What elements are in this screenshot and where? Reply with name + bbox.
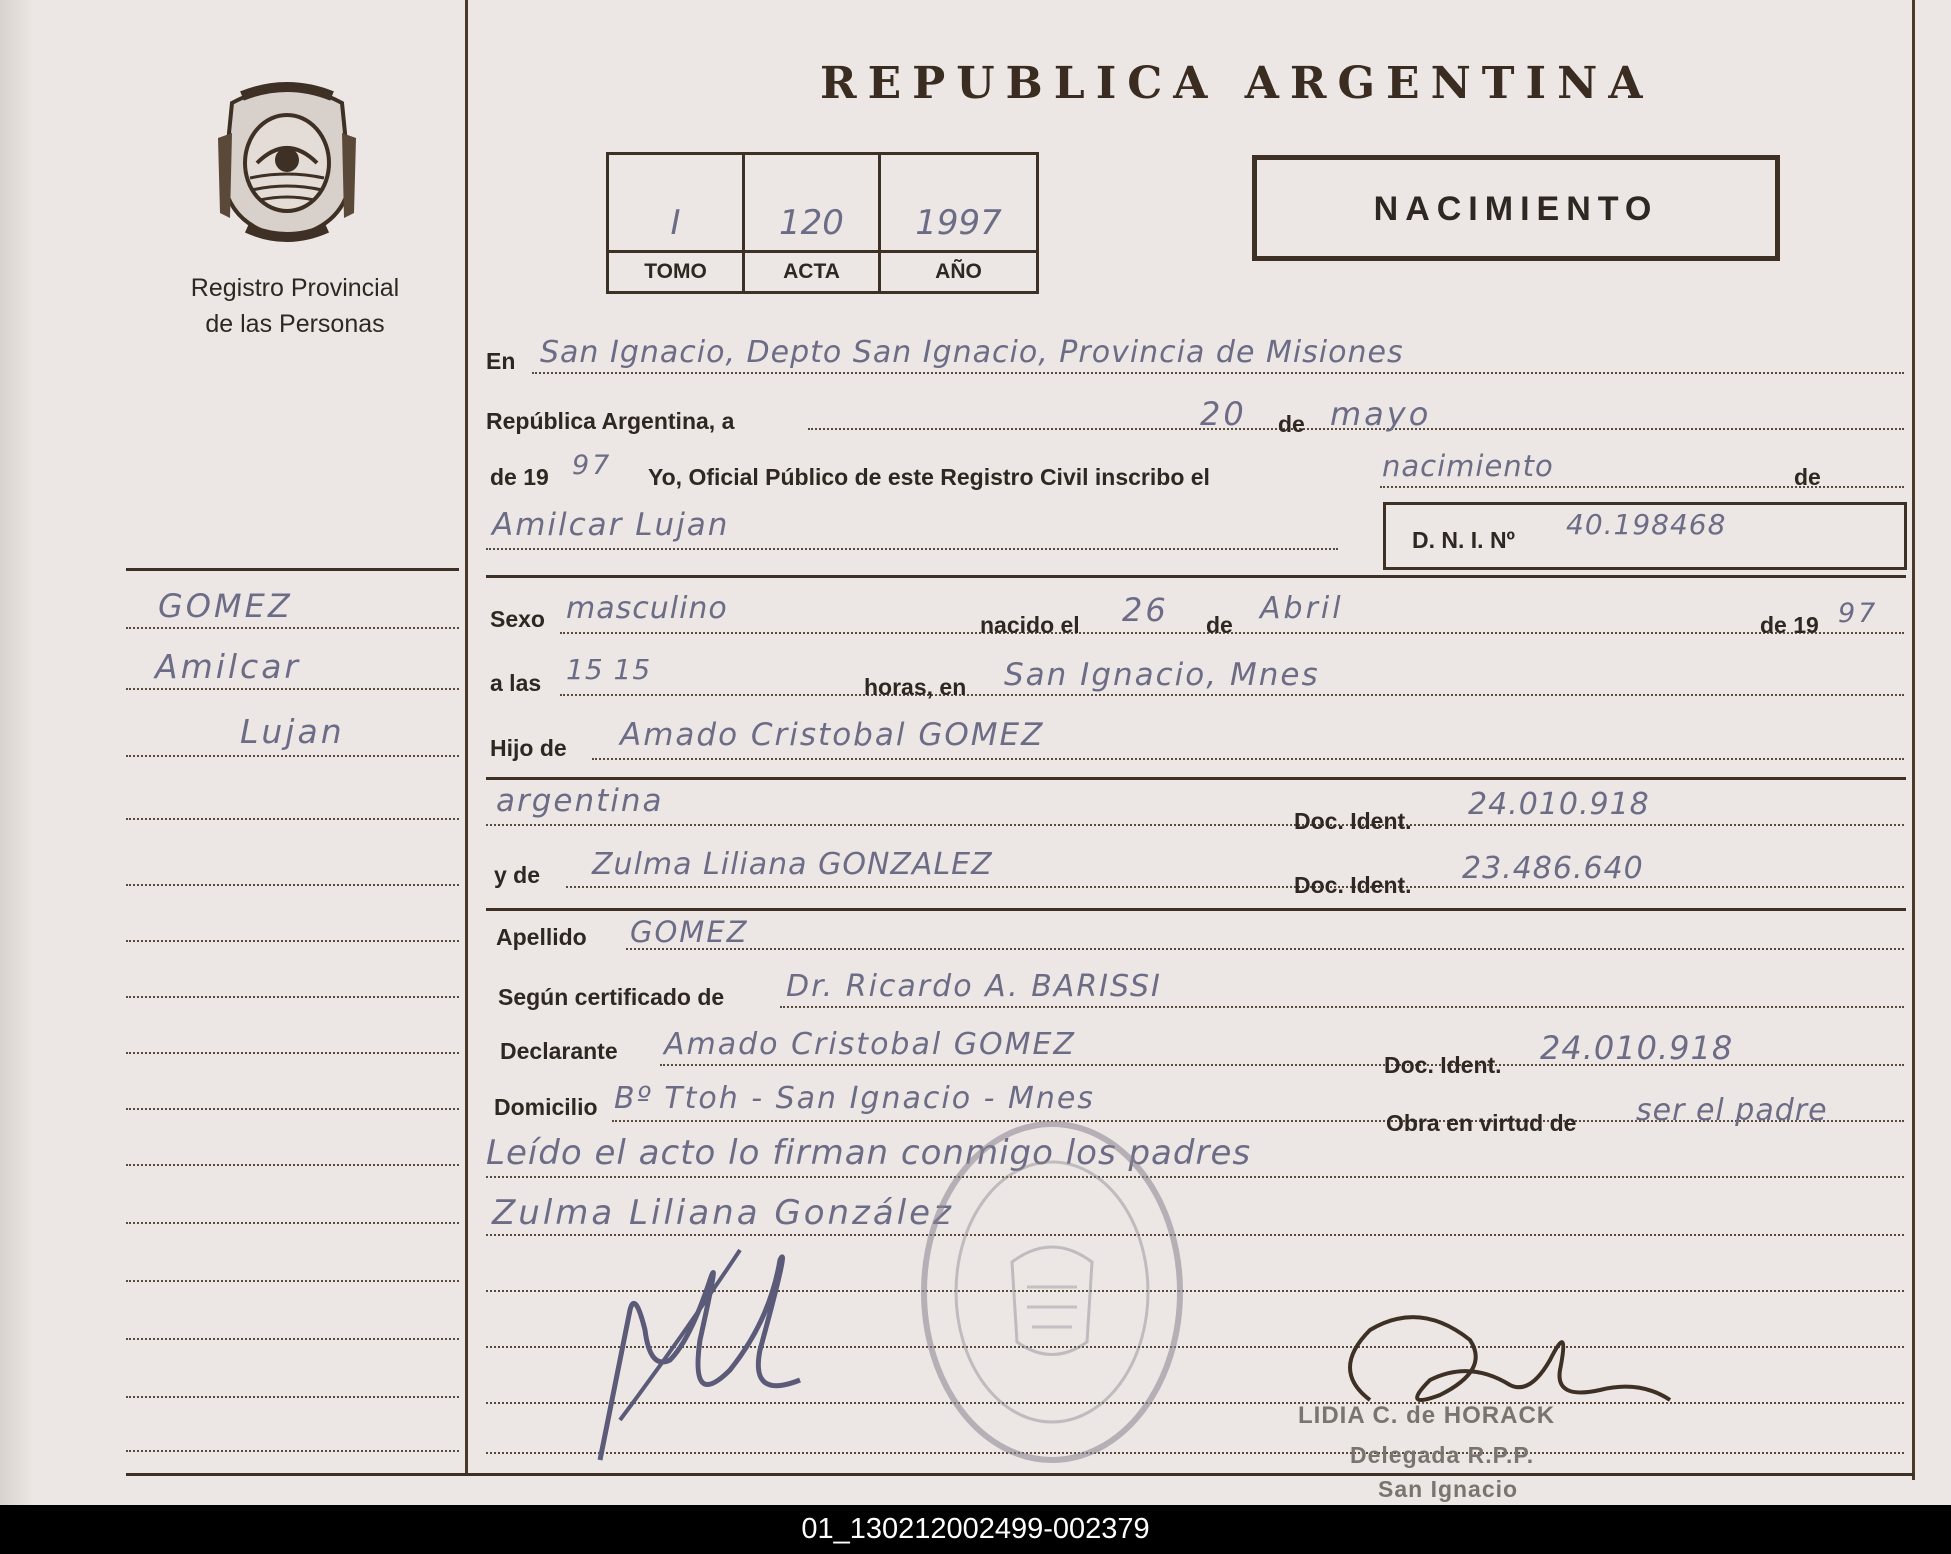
document-type-label: NACIMIENTO [1373,190,1659,228]
margin-note-surname: GOMEZ [158,587,293,625]
mother-doc-value: 23.486.640 [1462,851,1644,886]
sexo-label: Sexo [490,606,545,632]
bottom-border [126,1473,1914,1476]
stamp-role: Delegada R.P.P. [1350,1442,1535,1468]
margin-note-first-name: Amilcar [155,647,301,686]
declarante-value: Amado Cristobal GOMEZ [664,1027,1076,1062]
registry-name-line2: de las Personas [205,310,385,338]
margin-line [126,1280,459,1282]
father-nat-line [486,824,1904,826]
alas-label: a las [490,670,542,696]
stamp-place: San Ignacio [1378,1476,1519,1502]
remarks-line-2: Zulma Liliana González [492,1193,954,1233]
horas-label: horas, en [864,674,967,700]
row-rule [486,777,1906,780]
act-line [1380,486,1904,488]
margin-line [126,818,459,820]
page-margin [0,0,34,1505]
act-value: nacimiento [1382,449,1554,483]
anio-cell [881,155,1036,291]
registry-number-box [606,152,1039,294]
margin-line [126,755,459,757]
place-value: San Ignacio, Depto San Ignacio, Provincia de Misiones [540,335,1404,370]
father-value: Amado Cristobal GOMEZ [620,717,1045,753]
image-caption: 01_130212002499-002379 [0,1505,1951,1554]
declarante-doc-value: 24.010.918 [1540,1029,1734,1067]
signature-left-icon [560,1220,860,1470]
document-type-box [1252,155,1780,261]
margin-line [126,1108,459,1110]
domicilio-value: Bº Ttoh - San Ignacio - Mnes [614,1081,1095,1116]
dni-label: D. N. I. Nº [1412,527,1515,553]
mother-value: Zulma Liliana GONZALEZ [592,847,993,882]
acta-value: 120 [779,203,844,243]
anio-label: AÑO [881,250,1036,291]
obra-label: Obra en virtud de [1386,1110,1577,1136]
republica-label: República Argentina, a [486,408,735,434]
segun-label: Según certificado de [498,984,725,1010]
remarks-line-1: Leído el acto lo firman conmigo los padres [486,1133,1252,1173]
margin-line [126,996,459,998]
domicilio-label: Domicilio [494,1094,598,1120]
margin-line [126,1450,459,1452]
person-line [486,548,1338,550]
registry-name [130,270,460,342]
birth-month-value: Abril [1260,591,1344,626]
acta-cell [745,155,881,291]
hijo-label: Hijo de [490,735,567,761]
margin-line [126,1338,459,1340]
remarks-line [486,1176,1904,1178]
left-column-divider [465,0,468,1475]
tomo-label: TOMO [609,250,742,291]
margin-line [126,1052,459,1054]
day-value: 20 [1200,395,1247,433]
provincial-seal-icon [212,78,362,243]
birth-year-value: 97 [1838,598,1879,629]
doc-ident-label-3: Doc. Ident. [1384,1052,1502,1078]
margin-line [126,940,459,942]
place-line [532,372,1904,374]
margin-note-second-name: Lujan [240,712,345,751]
official-round-seal-icon [912,1112,1192,1472]
stamp-name: LIDIA C. de HORACK [1298,1402,1556,1429]
de-label-2: de [1794,464,1821,490]
declarante-label: Declarante [500,1038,618,1064]
hour-value: 15 15 [566,653,652,686]
father-doc-value: 24.010.918 [1468,787,1650,822]
margin-line [126,884,459,886]
nacido-label: nacido el [980,612,1080,638]
dni-box [1383,502,1907,570]
yde-label: y de [494,862,541,888]
en-label: En [486,348,516,374]
margin-line [126,1222,459,1224]
apellido-label: Apellido [496,924,587,950]
birth-place-value: San Ignacio, Mnes [1004,657,1320,693]
birth-day-value: 26 [1122,591,1169,629]
tomo-value: I [670,203,681,243]
anio-value: 1997 [915,203,1002,243]
de-label: de [1278,411,1305,437]
oficial-text: Yo, Oficial Público de este Registro Civil inscribo el [648,464,1210,490]
apellido-value: GOMEZ [630,915,749,949]
sexo-value: masculino [566,591,728,626]
registry-name-line1: Registro Provincial [190,274,400,302]
dni-value: 40.198468 [1566,508,1727,541]
row-rule [486,575,1906,578]
margin-line [126,1164,459,1166]
form-right-border [1912,0,1915,1480]
row-rule [486,908,1906,911]
father-line [592,758,1904,760]
margin-line [126,688,459,690]
obra-value: ser el padre [1636,1093,1828,1128]
page-title: REPUBLICA ARGENTINA [820,58,1654,109]
margin-line [126,1396,459,1398]
hour-line [560,694,1904,696]
mother-line [566,886,1904,888]
birth-year-prefix: de 19 [1760,612,1819,638]
acta-label: ACTA [745,250,878,291]
doc-ident-label: Doc. Ident. [1294,808,1412,834]
month-value: mayo [1330,395,1432,433]
de-label-3: de [1206,612,1233,638]
cert-value: Dr. Ricardo A. BARISSI [786,969,1162,1004]
year-value: 97 [572,450,613,481]
person-value: Amilcar Lujan [492,507,730,543]
cert-line [780,1006,1904,1008]
doc-ident-label-2: Doc. Ident. [1294,872,1412,898]
year-prefix-label: de 19 [490,464,549,490]
apellido-line [626,948,1904,950]
father-nat-value: argentina [496,783,664,819]
margin-top-rule [126,568,459,571]
margin-line [126,627,459,629]
tomo-cell [609,155,745,291]
